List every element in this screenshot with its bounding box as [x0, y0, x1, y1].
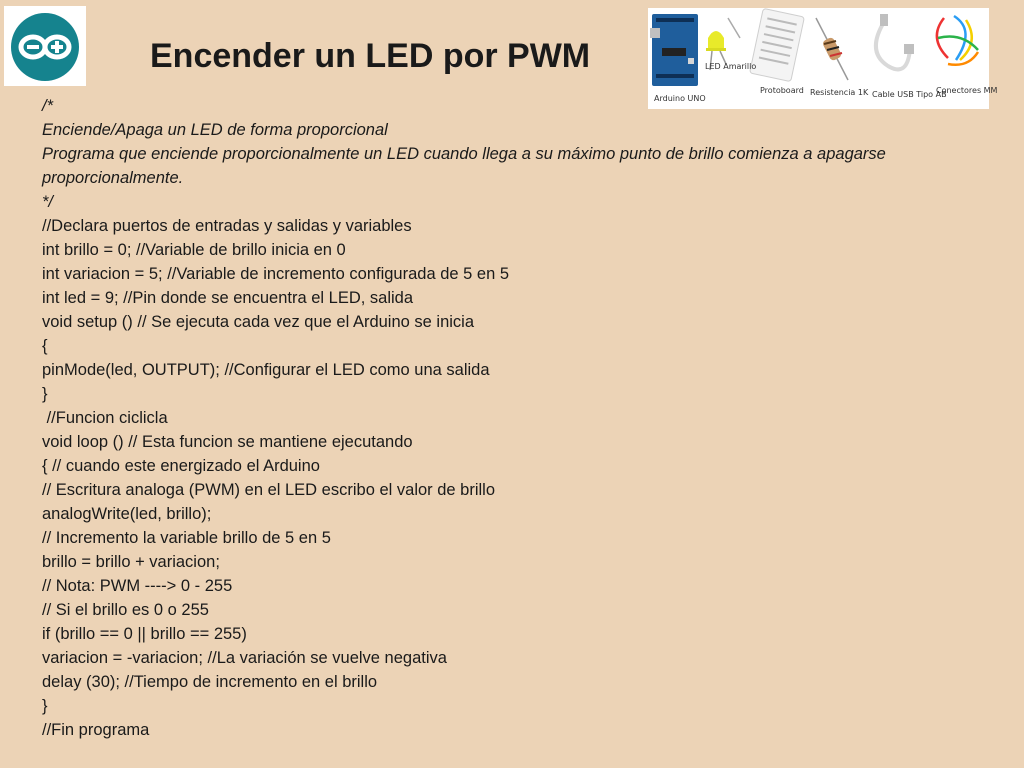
component-label-usb-cable: Cable USB Tipo AB — [872, 90, 947, 99]
code-line: // Nota: PWM ----> 0 - 255 — [42, 577, 233, 595]
code-line: void setup () // Se ejecuta cada vez que el Arduino se inicia — [42, 313, 475, 331]
code-listing — [42, 94, 992, 742]
code-line: variacion = -variacion; //La variación se vuelve negativa — [42, 649, 447, 667]
code-line: } — [42, 385, 48, 403]
code-line: delay (30); //Tiempo de incremento en el brillo — [42, 673, 378, 691]
code-line: void loop () // Esta funcion se mantiene ejecutando — [42, 433, 413, 451]
code-line: // Escritura analoga (PWM) en el LED escribo el valor de brillo — [42, 481, 496, 499]
code-line: */ — [42, 193, 54, 211]
code-line: int variacion = 5; //Variable de incremento configurada de 5 en 5 — [42, 265, 510, 283]
resistor-icon — [816, 18, 848, 80]
code-line: { // cuando este energizado el Arduino — [42, 457, 320, 475]
code-line: Programa que enciende proporcionalmente un LED cuando llega a su máximo punto de brillo comienza a apagarse proporcionalmente. — [42, 145, 886, 187]
code-line: Enciende/Apaga un LED de forma proporcional — [42, 121, 388, 139]
arduino-board-icon — [650, 14, 698, 86]
usb-cable-icon — [876, 14, 914, 69]
code-line: //Declara puertos de entradas y salidas y variables — [42, 217, 412, 235]
component-label-arduino-uno: Arduino UNO — [654, 94, 706, 103]
code-line: } — [42, 697, 48, 715]
arduino-logo — [4, 6, 86, 86]
page-title: Encender un LED por PWM — [150, 37, 591, 75]
component-label-protoboard: Protoboard — [760, 86, 804, 95]
code-line: int led = 9; //Pin donde se encuentra el LED, salida — [42, 289, 414, 307]
component-label-resistor: Resistencia 1K — [810, 88, 869, 97]
code-line: //Fin programa — [42, 721, 150, 739]
code-line: int brillo = 0; //Variable de brillo inicia en 0 — [42, 241, 346, 259]
code-line: pinMode(led, OUTPUT); //Configurar el LED como una salida — [42, 361, 490, 379]
component-label-led: LED Amarillo — [705, 62, 757, 71]
code-line: { — [42, 337, 48, 355]
code-line: brillo = brillo + variacion; — [42, 553, 220, 571]
breadboard-icon — [750, 8, 805, 81]
code-line: //Funcion ciclicla — [42, 409, 168, 427]
code-line: /* — [42, 97, 54, 115]
jumper-wires-icon — [937, 16, 978, 65]
code-line: // Incremento la variable brillo de 5 en 5 — [42, 529, 331, 547]
code-line: if (brillo == 0 || brillo == 255) — [42, 625, 247, 643]
arduino-logo-icon — [11, 13, 79, 81]
code-line: analogWrite(led, brillo); — [42, 505, 212, 523]
component-label-jumper-wires: Conectores MM — [936, 86, 998, 95]
code-line: // Si el brillo es 0 o 255 — [42, 601, 209, 619]
